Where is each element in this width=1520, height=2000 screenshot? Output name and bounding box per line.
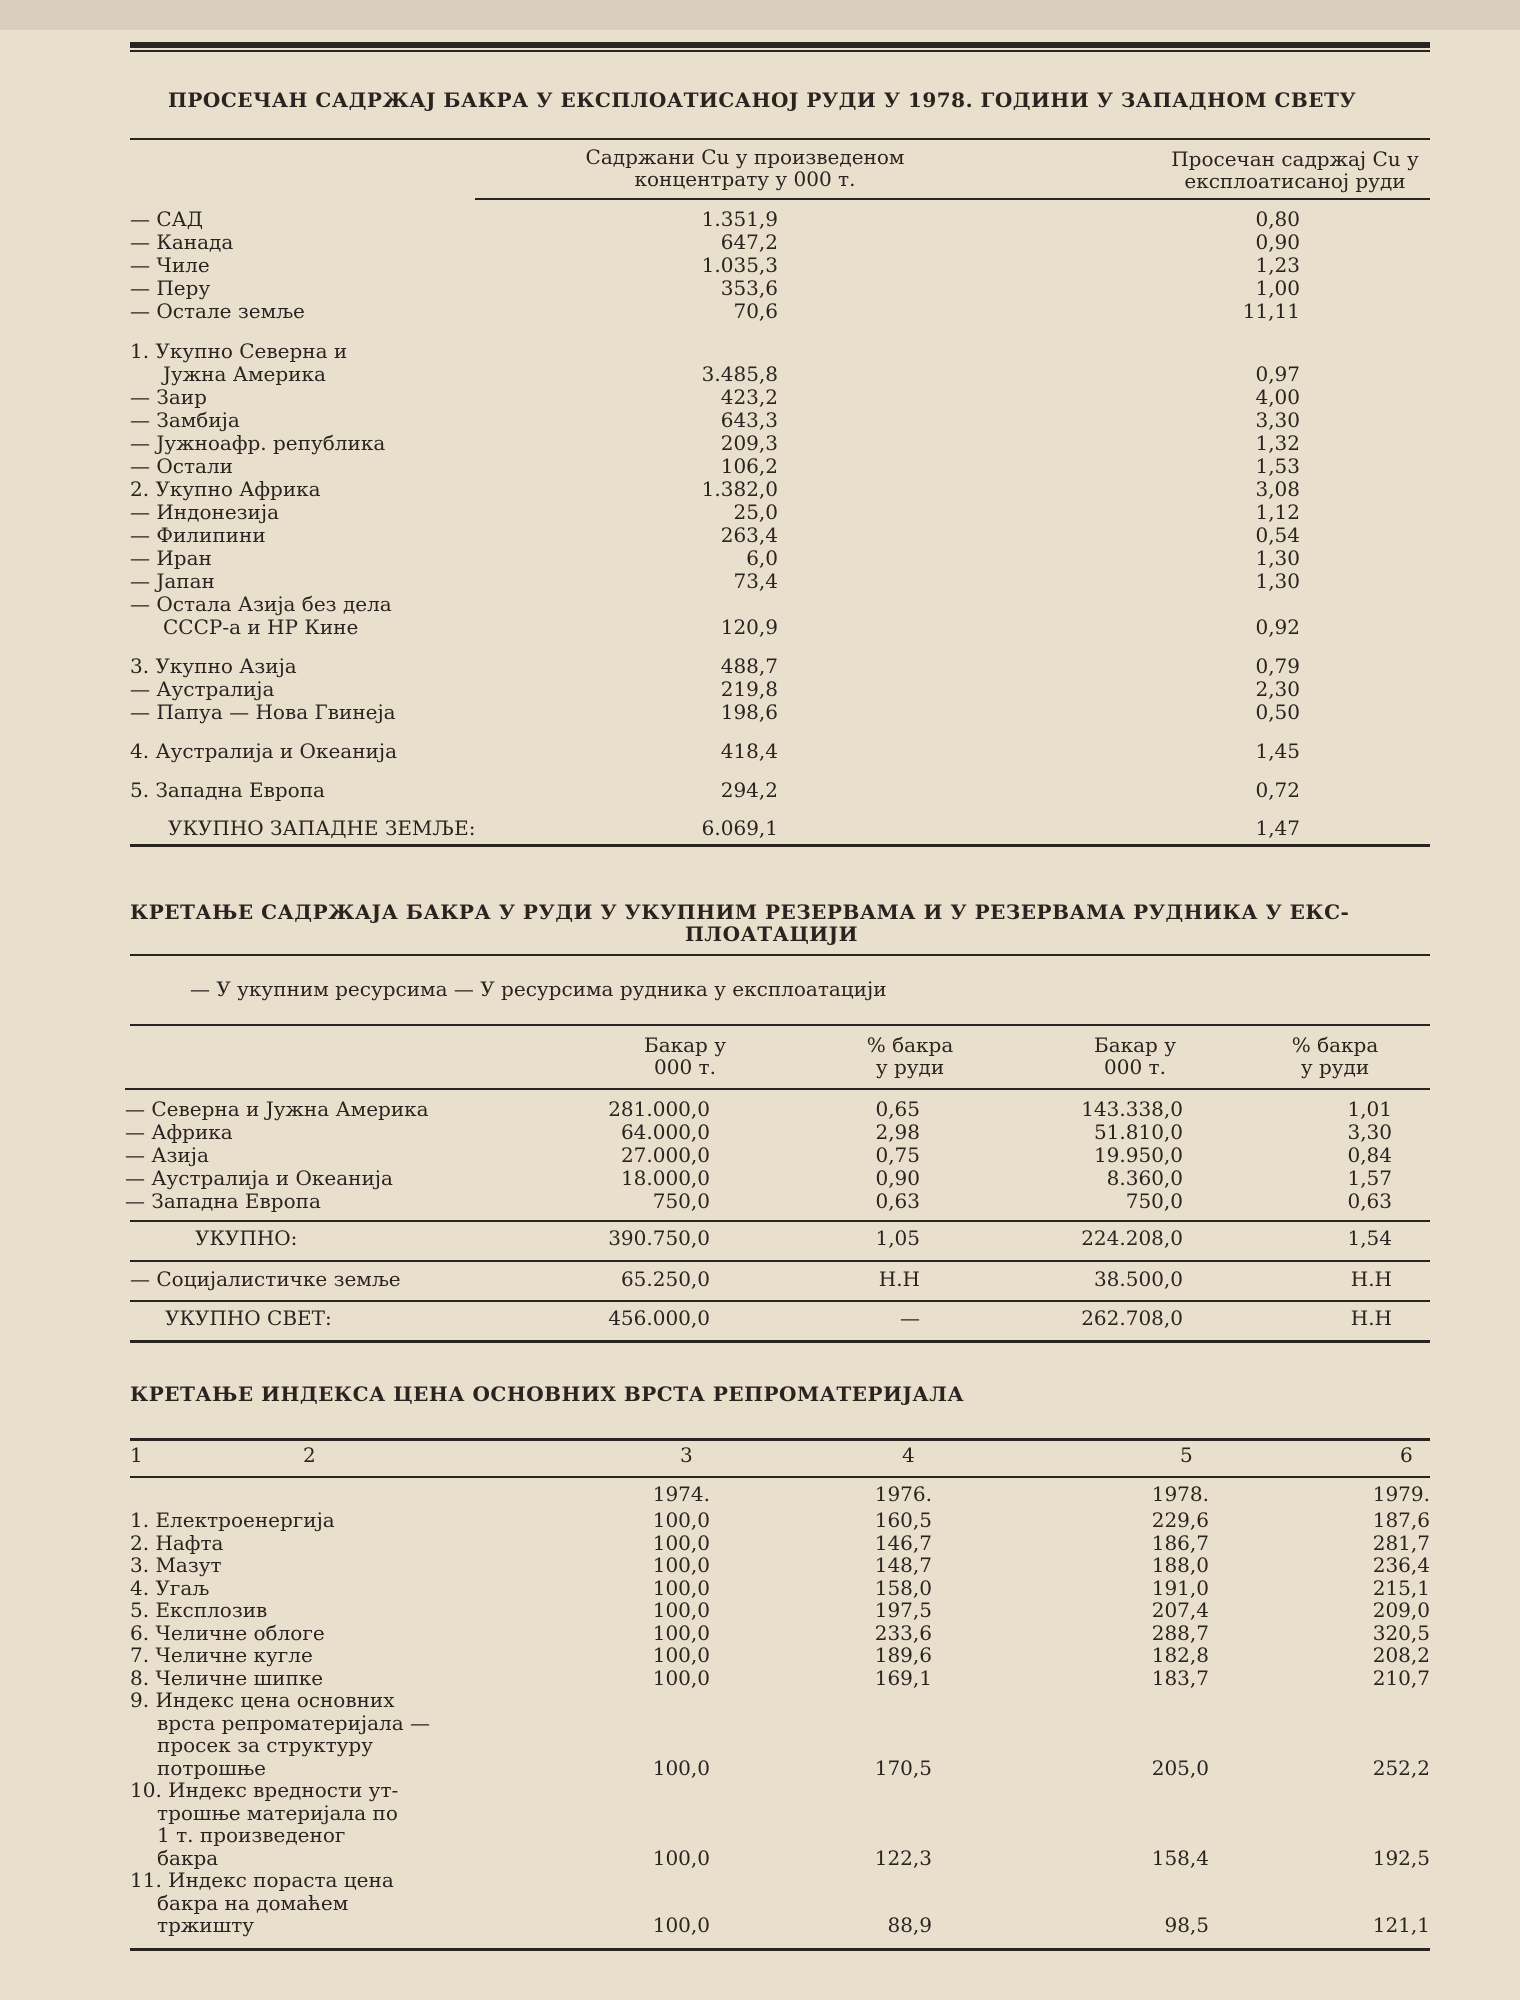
row-concentrate-value: 106,2 bbox=[720, 454, 778, 478]
section2-total-row: УКУПНО: 390.750,0 1,05 224.208,0 1,54 bbox=[195, 1226, 1392, 1250]
row-concentrate-value: 198,6 bbox=[720, 700, 778, 724]
row-ore-grade-value: 1,30 bbox=[1255, 546, 1300, 570]
row-ore-grade-value: 0,90 bbox=[1255, 230, 1300, 254]
row-label: 10. Индекс вредности ут- bbox=[130, 1778, 399, 1802]
table-row bbox=[0, 1599, 1520, 1622]
row-label: врста репроматеријала — bbox=[157, 1710, 431, 1735]
table-row bbox=[0, 1644, 1520, 1667]
row-label: 1 т. произведеног bbox=[157, 1823, 346, 1847]
row-concentrate-value: 643,3 bbox=[720, 408, 778, 432]
row-label: — Остале земље bbox=[130, 299, 305, 323]
row-value-1976: 146,7 bbox=[874, 1530, 932, 1555]
row-value-1978: 186,7 bbox=[1151, 1530, 1209, 1555]
table-row bbox=[0, 655, 1520, 678]
row-value-1979: 187,6 bbox=[1372, 1508, 1430, 1532]
section2-title-line1: КРЕТАЊЕ САДРЖАЈА БАКРА У РУДИ У УКУПНИМ РЕЗЕРВАМА И У РЕЗЕРВАМА РУДНИКА У ЕКС- bbox=[130, 900, 1350, 924]
row-label: — Африка bbox=[125, 1120, 233, 1144]
row-label: — Остала Азија без дела bbox=[130, 592, 392, 616]
row-ore-grade-value: 1,30 bbox=[1255, 569, 1300, 593]
row-ore-grade-value: 3,08 bbox=[1255, 477, 1300, 501]
row-label: бакра на домаћем bbox=[157, 1890, 349, 1915]
row-label: — Западна Европа bbox=[125, 1189, 321, 1213]
row-label: 3. Мазут bbox=[130, 1553, 222, 1577]
row-label: — Заир bbox=[130, 385, 207, 409]
table-row bbox=[0, 1577, 1520, 1600]
row-label: — Иран bbox=[130, 546, 212, 570]
row-concentrate-value: 209,3 bbox=[720, 431, 778, 455]
table-row bbox=[0, 779, 1520, 802]
row-value-1974: 100,0 bbox=[652, 1643, 710, 1667]
table-row bbox=[0, 277, 1520, 300]
row-label: СССР-а и НР Кине bbox=[163, 615, 359, 639]
section2-header-c: Бакар у 000 т. bbox=[1094, 1033, 1176, 1079]
row-concentrate-value: 70,6 bbox=[733, 299, 778, 323]
row-value-1976: 197,5 bbox=[874, 1598, 932, 1622]
row-ore-grade-value: 1,53 bbox=[1255, 454, 1300, 478]
table-row bbox=[0, 1892, 1520, 1915]
row-label: — Јужноафр. република bbox=[130, 431, 386, 455]
row-label: 7. Челичне кугле bbox=[130, 1643, 313, 1667]
section1-top-rule bbox=[130, 138, 1430, 140]
section2-total-rule-bottom bbox=[130, 1260, 1430, 1262]
table-row bbox=[0, 1914, 1520, 1937]
section2-header-rule bbox=[125, 1088, 1430, 1090]
row-total-percent: 0,63 bbox=[875, 1189, 920, 1213]
table-row bbox=[0, 1757, 1520, 1780]
section3-bottom-rule bbox=[130, 1948, 1430, 1951]
row-value-1979: 236,4 bbox=[1372, 1553, 1430, 1577]
row-label: 11. Индекс пораста цена bbox=[130, 1868, 394, 1892]
row-value-1979: 320,5 bbox=[1372, 1620, 1430, 1645]
row-value-1976: 233,6 bbox=[874, 1620, 932, 1645]
row-value-1974: 100,0 bbox=[652, 1553, 710, 1577]
section1-title: ПРОСЕЧАН САДРЖАЈ БАКРА У ЕКСПЛОАТИСАНОЈ РУДИ У 1978. ГОДИНИ У ЗАПАДНОМ СВЕТУ bbox=[168, 88, 1357, 112]
row-value-1979: 215,1 bbox=[1372, 1575, 1430, 1600]
page-top-edge bbox=[0, 0, 1520, 30]
row-value-1976: 170,5 bbox=[874, 1755, 932, 1780]
table-row bbox=[0, 1779, 1520, 1802]
row-label: — Замбија bbox=[130, 408, 240, 432]
section2-header-d: % бакра у руди bbox=[1291, 1033, 1379, 1079]
row-ore-grade-value: 1,45 bbox=[1255, 739, 1300, 763]
table-row bbox=[0, 817, 1520, 840]
row-label: 1. Укупно Северна и bbox=[130, 339, 348, 363]
row-label: — Папуа — Нова Гвинеја bbox=[130, 700, 396, 724]
row-total-percent: 0,65 bbox=[875, 1097, 920, 1121]
table-row bbox=[0, 524, 1520, 547]
section1-col1-header: Садржани Cu у произведеном концентрату у 000 т. bbox=[585, 145, 905, 191]
row-label: — Канада bbox=[130, 230, 234, 254]
row-value-1976: 88,9 bbox=[887, 1913, 932, 1937]
row-label: 2. Укупно Африка bbox=[130, 477, 321, 501]
row-label: — Остали bbox=[130, 454, 233, 478]
table-row bbox=[0, 1121, 1520, 1144]
row-label: тржишту bbox=[157, 1913, 255, 1937]
table-row bbox=[0, 455, 1520, 478]
table-row bbox=[0, 231, 1520, 254]
row-concentrate-value: 294,2 bbox=[720, 778, 778, 802]
row-value-1974: 100,0 bbox=[652, 1665, 710, 1690]
table-row bbox=[0, 570, 1520, 593]
row-label: 6. Челичне облоге bbox=[130, 1620, 325, 1645]
row-label: бакра bbox=[157, 1845, 219, 1870]
row-label: просек за структуру bbox=[157, 1733, 373, 1757]
table-row bbox=[0, 547, 1520, 570]
row-ore-grade-value: 1,00 bbox=[1255, 276, 1300, 300]
row-ore-grade-value: 1,47 bbox=[1255, 816, 1300, 840]
row-concentrate-value: 3.485,8 bbox=[701, 362, 778, 386]
table-row bbox=[0, 1554, 1520, 1577]
row-mine-copper: 8.360,0 bbox=[1106, 1166, 1183, 1190]
top-thin-rule bbox=[130, 50, 1430, 52]
row-label: 3. Укупно Азија bbox=[130, 654, 297, 678]
row-mine-percent: 1,57 bbox=[1347, 1166, 1392, 1190]
table-row bbox=[0, 1098, 1520, 1121]
table-row bbox=[0, 1734, 1520, 1757]
row-value-1976: 122,3 bbox=[874, 1845, 932, 1870]
section3-years-row: 1974. 1976. 1978. 1979. bbox=[652, 1482, 1430, 1506]
row-label: — Северна и Јужна Америка bbox=[125, 1097, 429, 1121]
row-label: 5. Експлозив bbox=[130, 1598, 268, 1622]
row-label: потрошње bbox=[157, 1755, 266, 1780]
row-concentrate-value: 488,7 bbox=[720, 654, 778, 678]
table-row bbox=[0, 1622, 1520, 1645]
row-concentrate-value: 1.351,9 bbox=[701, 207, 778, 231]
row-ore-grade-value: 1,12 bbox=[1255, 500, 1300, 524]
row-label: трошње материјала по bbox=[157, 1800, 398, 1825]
row-label: — Азија bbox=[125, 1143, 209, 1167]
row-total-copper: 750,0 bbox=[652, 1189, 710, 1213]
row-ore-grade-value: 0,79 bbox=[1255, 654, 1300, 678]
section2-header-a: Бакар у 000 т. bbox=[644, 1033, 726, 1079]
row-concentrate-value: 73,4 bbox=[733, 569, 778, 593]
row-value-1974: 100,0 bbox=[652, 1845, 710, 1870]
row-value-1978: 188,0 bbox=[1151, 1553, 1209, 1577]
top-thick-rule bbox=[130, 42, 1430, 48]
section1-header-rule bbox=[475, 198, 1430, 200]
table-row bbox=[0, 478, 1520, 501]
row-value-1974: 100,0 bbox=[652, 1508, 710, 1532]
row-total-percent: 2,98 bbox=[875, 1120, 920, 1144]
row-concentrate-value: 418,4 bbox=[720, 739, 778, 763]
row-ore-grade-value: 3,30 bbox=[1255, 408, 1300, 432]
row-total-percent: 0,75 bbox=[875, 1143, 920, 1167]
row-mine-percent: 0,84 bbox=[1347, 1143, 1392, 1167]
row-total-copper: 281.000,0 bbox=[608, 1097, 710, 1121]
table-row bbox=[0, 1532, 1520, 1555]
row-value-1974: 100,0 bbox=[652, 1575, 710, 1600]
row-value-1979: 121,1 bbox=[1372, 1913, 1430, 1937]
row-label: Јужна Америка bbox=[163, 362, 326, 386]
section1-bottom-rule bbox=[130, 844, 1430, 847]
table-row bbox=[0, 432, 1520, 455]
row-label: 5. Западна Европа bbox=[130, 778, 325, 802]
row-value-1979: 281,7 bbox=[1372, 1530, 1430, 1555]
row-ore-grade-value: 1,23 bbox=[1255, 253, 1300, 277]
row-label: — Јапан bbox=[130, 569, 215, 593]
section2-top-rule bbox=[130, 1024, 1430, 1026]
row-label: 2. Нафта bbox=[130, 1530, 224, 1555]
row-concentrate-value: 6,0 bbox=[746, 546, 778, 570]
section3-title: КРЕТАЊЕ ИНДЕКСА ЦЕНА ОСНОВНИХ ВРСТА РЕПРОМАТЕРИЈАЛА bbox=[130, 1382, 965, 1406]
table-row bbox=[0, 616, 1520, 639]
row-ore-grade-value: 0,92 bbox=[1255, 615, 1300, 639]
row-concentrate-value: 1.035,3 bbox=[701, 253, 778, 277]
row-value-1976: 189,6 bbox=[874, 1643, 932, 1667]
row-concentrate-value: 1.382,0 bbox=[701, 477, 778, 501]
table-row bbox=[0, 300, 1520, 323]
table-row bbox=[0, 1824, 1520, 1847]
row-ore-grade-value: 2,30 bbox=[1255, 677, 1300, 701]
row-mine-copper: 750,0 bbox=[1125, 1189, 1183, 1213]
row-value-1978: 205,0 bbox=[1151, 1755, 1209, 1780]
row-value-1976: 148,7 bbox=[874, 1553, 932, 1577]
row-label: — Индонезија bbox=[130, 500, 280, 524]
row-value-1979: 210,7 bbox=[1372, 1665, 1430, 1690]
row-ore-grade-value: 0,80 bbox=[1255, 207, 1300, 231]
row-label: 4. Угаљ bbox=[130, 1575, 210, 1600]
section2-world-row: УКУПНО СВЕТ: 456.000,0 — 262.708,0 Н.Н bbox=[165, 1306, 1392, 1330]
section2-title-rule bbox=[130, 954, 1430, 956]
row-concentrate-value: 219,8 bbox=[720, 677, 778, 701]
row-mine-copper: 51.810,0 bbox=[1093, 1120, 1183, 1144]
table-row bbox=[0, 254, 1520, 277]
row-value-1976: 160,5 bbox=[874, 1508, 932, 1532]
row-label: 4. Аустралија и Океанија bbox=[130, 739, 397, 763]
row-value-1978: 183,7 bbox=[1151, 1665, 1209, 1690]
row-value-1974: 100,0 bbox=[652, 1755, 710, 1780]
section2-total-rule-top bbox=[130, 1220, 1430, 1222]
table-row bbox=[0, 1712, 1520, 1735]
table-row bbox=[0, 1869, 1520, 1892]
row-ore-grade-value: 1,32 bbox=[1255, 431, 1300, 455]
section3-top-rule bbox=[130, 1438, 1430, 1441]
row-value-1974: 100,0 bbox=[652, 1913, 710, 1937]
section2-header-b: % бакра у руди bbox=[866, 1033, 954, 1079]
table-row bbox=[0, 1167, 1520, 1190]
row-value-1974: 100,0 bbox=[652, 1620, 710, 1645]
row-concentrate-value: 6.069,1 bbox=[701, 816, 778, 840]
row-ore-grade-value: 0,50 bbox=[1255, 700, 1300, 724]
row-label: — Аустралија bbox=[130, 677, 275, 701]
table-row bbox=[0, 1509, 1520, 1532]
section2-title-line2: ПЛОАТАЦИЈИ bbox=[685, 922, 859, 946]
table-row bbox=[0, 1689, 1520, 1712]
table-row bbox=[0, 1667, 1520, 1690]
row-ore-grade-value: 0,54 bbox=[1255, 523, 1300, 547]
row-label: 8. Челичне шипке bbox=[130, 1665, 324, 1690]
row-label: 9. Индекс цена основних bbox=[130, 1688, 395, 1712]
section3-header-rule bbox=[130, 1476, 1430, 1478]
table-row bbox=[0, 678, 1520, 701]
row-value-1978: 288,7 bbox=[1151, 1620, 1209, 1645]
row-ore-grade-value: 0,72 bbox=[1255, 778, 1300, 802]
row-label: 1. Електроенергија bbox=[130, 1508, 335, 1532]
table-row bbox=[0, 386, 1520, 409]
section1-col2-header: Просечан садржај Cu у експлоатисаној руди bbox=[1171, 147, 1419, 193]
row-mine-copper: 143.338,0 bbox=[1081, 1097, 1183, 1121]
table-row bbox=[0, 363, 1520, 386]
section3-column-numbers: 1 2 3 4 5 6 bbox=[130, 1443, 1413, 1467]
row-label: — САД bbox=[130, 207, 204, 231]
row-total-percent: 0,90 bbox=[875, 1166, 920, 1190]
section2-subtitle: — У укупним ресурсима — У ресурсима рудника у експлоатацији bbox=[190, 977, 887, 1001]
row-label: — Филипини bbox=[130, 523, 266, 547]
table-row bbox=[0, 1190, 1520, 1213]
table-row bbox=[0, 740, 1520, 763]
row-ore-grade-value: 4,00 bbox=[1255, 385, 1300, 409]
row-concentrate-value: 263,4 bbox=[720, 523, 778, 547]
table-row bbox=[0, 1847, 1520, 1870]
row-ore-grade-value: 11,11 bbox=[1242, 299, 1300, 323]
table-row bbox=[0, 409, 1520, 432]
row-mine-copper: 19.950,0 bbox=[1093, 1143, 1183, 1167]
row-mine-percent: 1,01 bbox=[1347, 1097, 1392, 1121]
row-value-1978: 191,0 bbox=[1151, 1575, 1209, 1600]
row-value-1978: 158,4 bbox=[1151, 1845, 1209, 1870]
table-row bbox=[0, 340, 1520, 363]
table-row bbox=[0, 701, 1520, 724]
row-concentrate-value: 647,2 bbox=[720, 230, 778, 254]
row-total-copper: 27.000,0 bbox=[620, 1143, 710, 1167]
row-value-1976: 169,1 bbox=[874, 1665, 932, 1690]
row-total-copper: 64.000,0 bbox=[620, 1120, 710, 1144]
row-label: — Перу bbox=[130, 276, 211, 300]
section2-world-rule-top bbox=[130, 1300, 1430, 1302]
table-row bbox=[0, 1802, 1520, 1825]
row-value-1979: 192,5 bbox=[1372, 1845, 1430, 1870]
row-label: УКУПНО ЗАПАДНЕ ЗЕМЉЕ: bbox=[168, 816, 476, 840]
row-value-1979: 252,2 bbox=[1372, 1755, 1430, 1780]
row-label: — Чиле bbox=[130, 253, 210, 277]
row-value-1978: 182,8 bbox=[1151, 1643, 1209, 1667]
table-row bbox=[0, 208, 1520, 231]
row-value-1979: 208,2 bbox=[1372, 1643, 1430, 1667]
row-value-1974: 100,0 bbox=[652, 1530, 710, 1555]
table-row bbox=[0, 1144, 1520, 1167]
table-row bbox=[0, 501, 1520, 524]
row-ore-grade-value: 0,97 bbox=[1255, 362, 1300, 386]
row-mine-percent: 3,30 bbox=[1347, 1120, 1392, 1144]
row-concentrate-value: 353,6 bbox=[720, 276, 778, 300]
table-row bbox=[0, 593, 1520, 616]
row-concentrate-value: 423,2 bbox=[720, 385, 778, 409]
row-mine-percent: 0,63 bbox=[1347, 1189, 1392, 1213]
section2-socialist-row: — Социјалистичке земље 65.250,0 Н.Н 38.500,0 Н.Н bbox=[130, 1267, 1392, 1291]
row-concentrate-value: 25,0 bbox=[733, 500, 778, 524]
row-value-1974: 100,0 bbox=[652, 1598, 710, 1622]
row-value-1978: 229,6 bbox=[1151, 1508, 1209, 1532]
row-value-1978: 207,4 bbox=[1151, 1598, 1209, 1622]
row-value-1979: 209,0 bbox=[1372, 1598, 1430, 1622]
row-value-1976: 158,0 bbox=[874, 1575, 932, 1600]
row-label: — Аустралија и Океанија bbox=[125, 1166, 393, 1190]
row-value-1978: 98,5 bbox=[1164, 1913, 1209, 1937]
section2-bottom-rule bbox=[130, 1340, 1430, 1343]
row-total-copper: 18.000,0 bbox=[620, 1166, 710, 1190]
row-concentrate-value: 120,9 bbox=[720, 615, 778, 639]
